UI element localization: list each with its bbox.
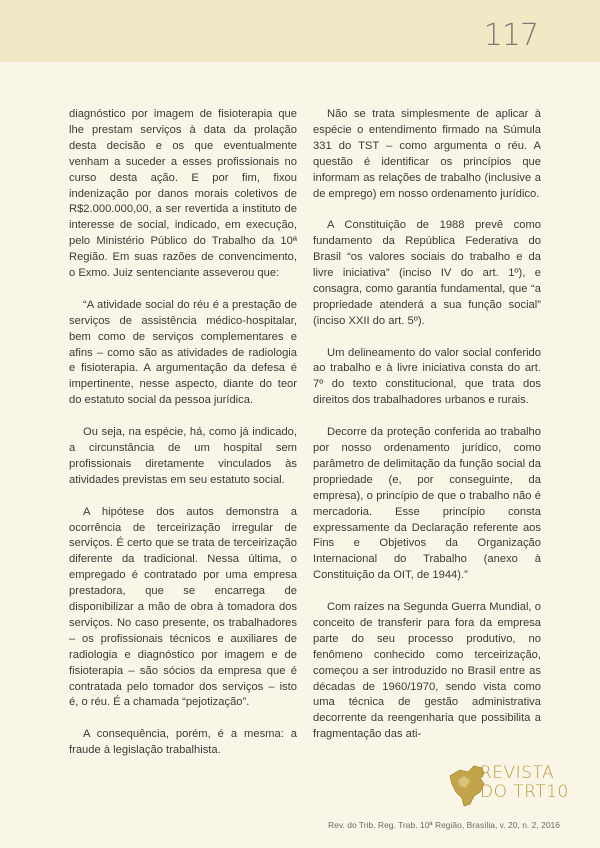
paragraph: diagnóstico por imagem de fisioterapia que lhe prestam serviços à data da prolação desta decisão e os que eventualmente venham a suceder a esses profissionais no curso desta ação. E por fim, fixou indenização por danos morais coletivos de R$2.000.000,00, a ser revertida a instituto de interesse de social, indicado, em execução, pelo Ministério Público do Trabalho da 10ª Região. Em suas razões de convencimento, o Exmo. Juiz sentenciante asseverou que: [69, 108, 297, 280]
left-column [69, 107, 297, 775]
page-number: 117 [483, 18, 538, 53]
journal-logo-text [480, 764, 569, 802]
right-column [313, 107, 541, 759]
paragraph: Um delineamento do valor social conferido ao trabalho e à livre iniciativa consta do art. 7º do texto constitucional, que trata dos direitos dos trabalhadores urbanos e rurais. [313, 346, 541, 407]
paragraph: Não se trata simplesmente de aplicar à espécie o entendimento firmado na Súmula 331 do TST – como argumenta o réu. A questão é identificar os princípios que informam as relações de trabalho (inclusive a de emprego) em nosso ordenamento jurídico. [313, 108, 541, 200]
quote-paragraph: “A atividade social do réu é a prestação de serviços de assistência médico-hospitalar, bem como de serviços complementares e afins – como são as atividades de radiologia e fisioterapia. A argumentação da defesa é impertinente, nesse aspecto, diante do teor do estatuto social da pessoa jurídica. [69, 298, 297, 407]
paragraph: Com raízes na Segunda Guerra Mundial, o conceito de transferir para fora da empresa parte do seu processo produtivo, no fenômeno conhecido como terceirização, começou a ser introduzido no Brasil entre as décadas de 1960/1970, sendo vista como uma técnica de gestão administrativa decorrente da reengenharia que possibilita a fragmentação das ati- [313, 601, 541, 741]
logo-line-1: REVISTA [480, 763, 555, 783]
paragraph: Decorre da proteção conferida ao trabalho por nosso ordenamento jurídico, como parâmetro de delimitação da função social da propriedade (e, por conseguinte, da empresa), o princípio de que o trabalho não é mercadoria. Esse princípio consta expressamente da Declaração referente aos Fins e Objetivos da Organização Internacional do Trabalho (anexo à Constituição da OIT, de 1944).” [313, 426, 541, 582]
paragraph: Ou seja, na espécie, há, como já indicado, a circunstância de um hospital sem profissionais diretamente vinculados às atividades previstas em seu estatuto social. [69, 426, 297, 486]
paragraph: A consequência, porém, é a mesma: a fraude à legislação trabalhista. [69, 728, 297, 757]
paragraph: A hipótese dos autos demonstra a ocorrência de terceirização irregular de serviços. É certo que se trata de terceirização diferente da tradicional. Nessa última, o empregado é contratado por uma empresa prestadora, que se encarrega de disponibilizar a mão de obra à tomadora dos serviços. No caso presente, os trabalhadores – os profissionais técnicos e auxiliares de radiologia e diagnóstico por imagem e de fisioterapia – são sócios da empresa que é contratada pelo tomador dos serviços – isto é, o réu. É a chamada “pejotização”. [69, 505, 297, 709]
footer-citation: Rev. do Trib. Reg. Trab. 10ª Região, Brasília, v. 20, n. 2, 2016 [328, 820, 560, 830]
logo-line-2: DO TRT10 [480, 782, 569, 802]
paragraph: A Constituição de 1988 prevê como fundamento da República Federativa do Brasil “os valores sociais do trabalho e da livre iniciativa” (inciso IV do art. 1º), e consagra, como garantia fundamental, que “a propriedade atenderá a sua função social” (inciso XXII do art. 5º). [313, 219, 541, 327]
